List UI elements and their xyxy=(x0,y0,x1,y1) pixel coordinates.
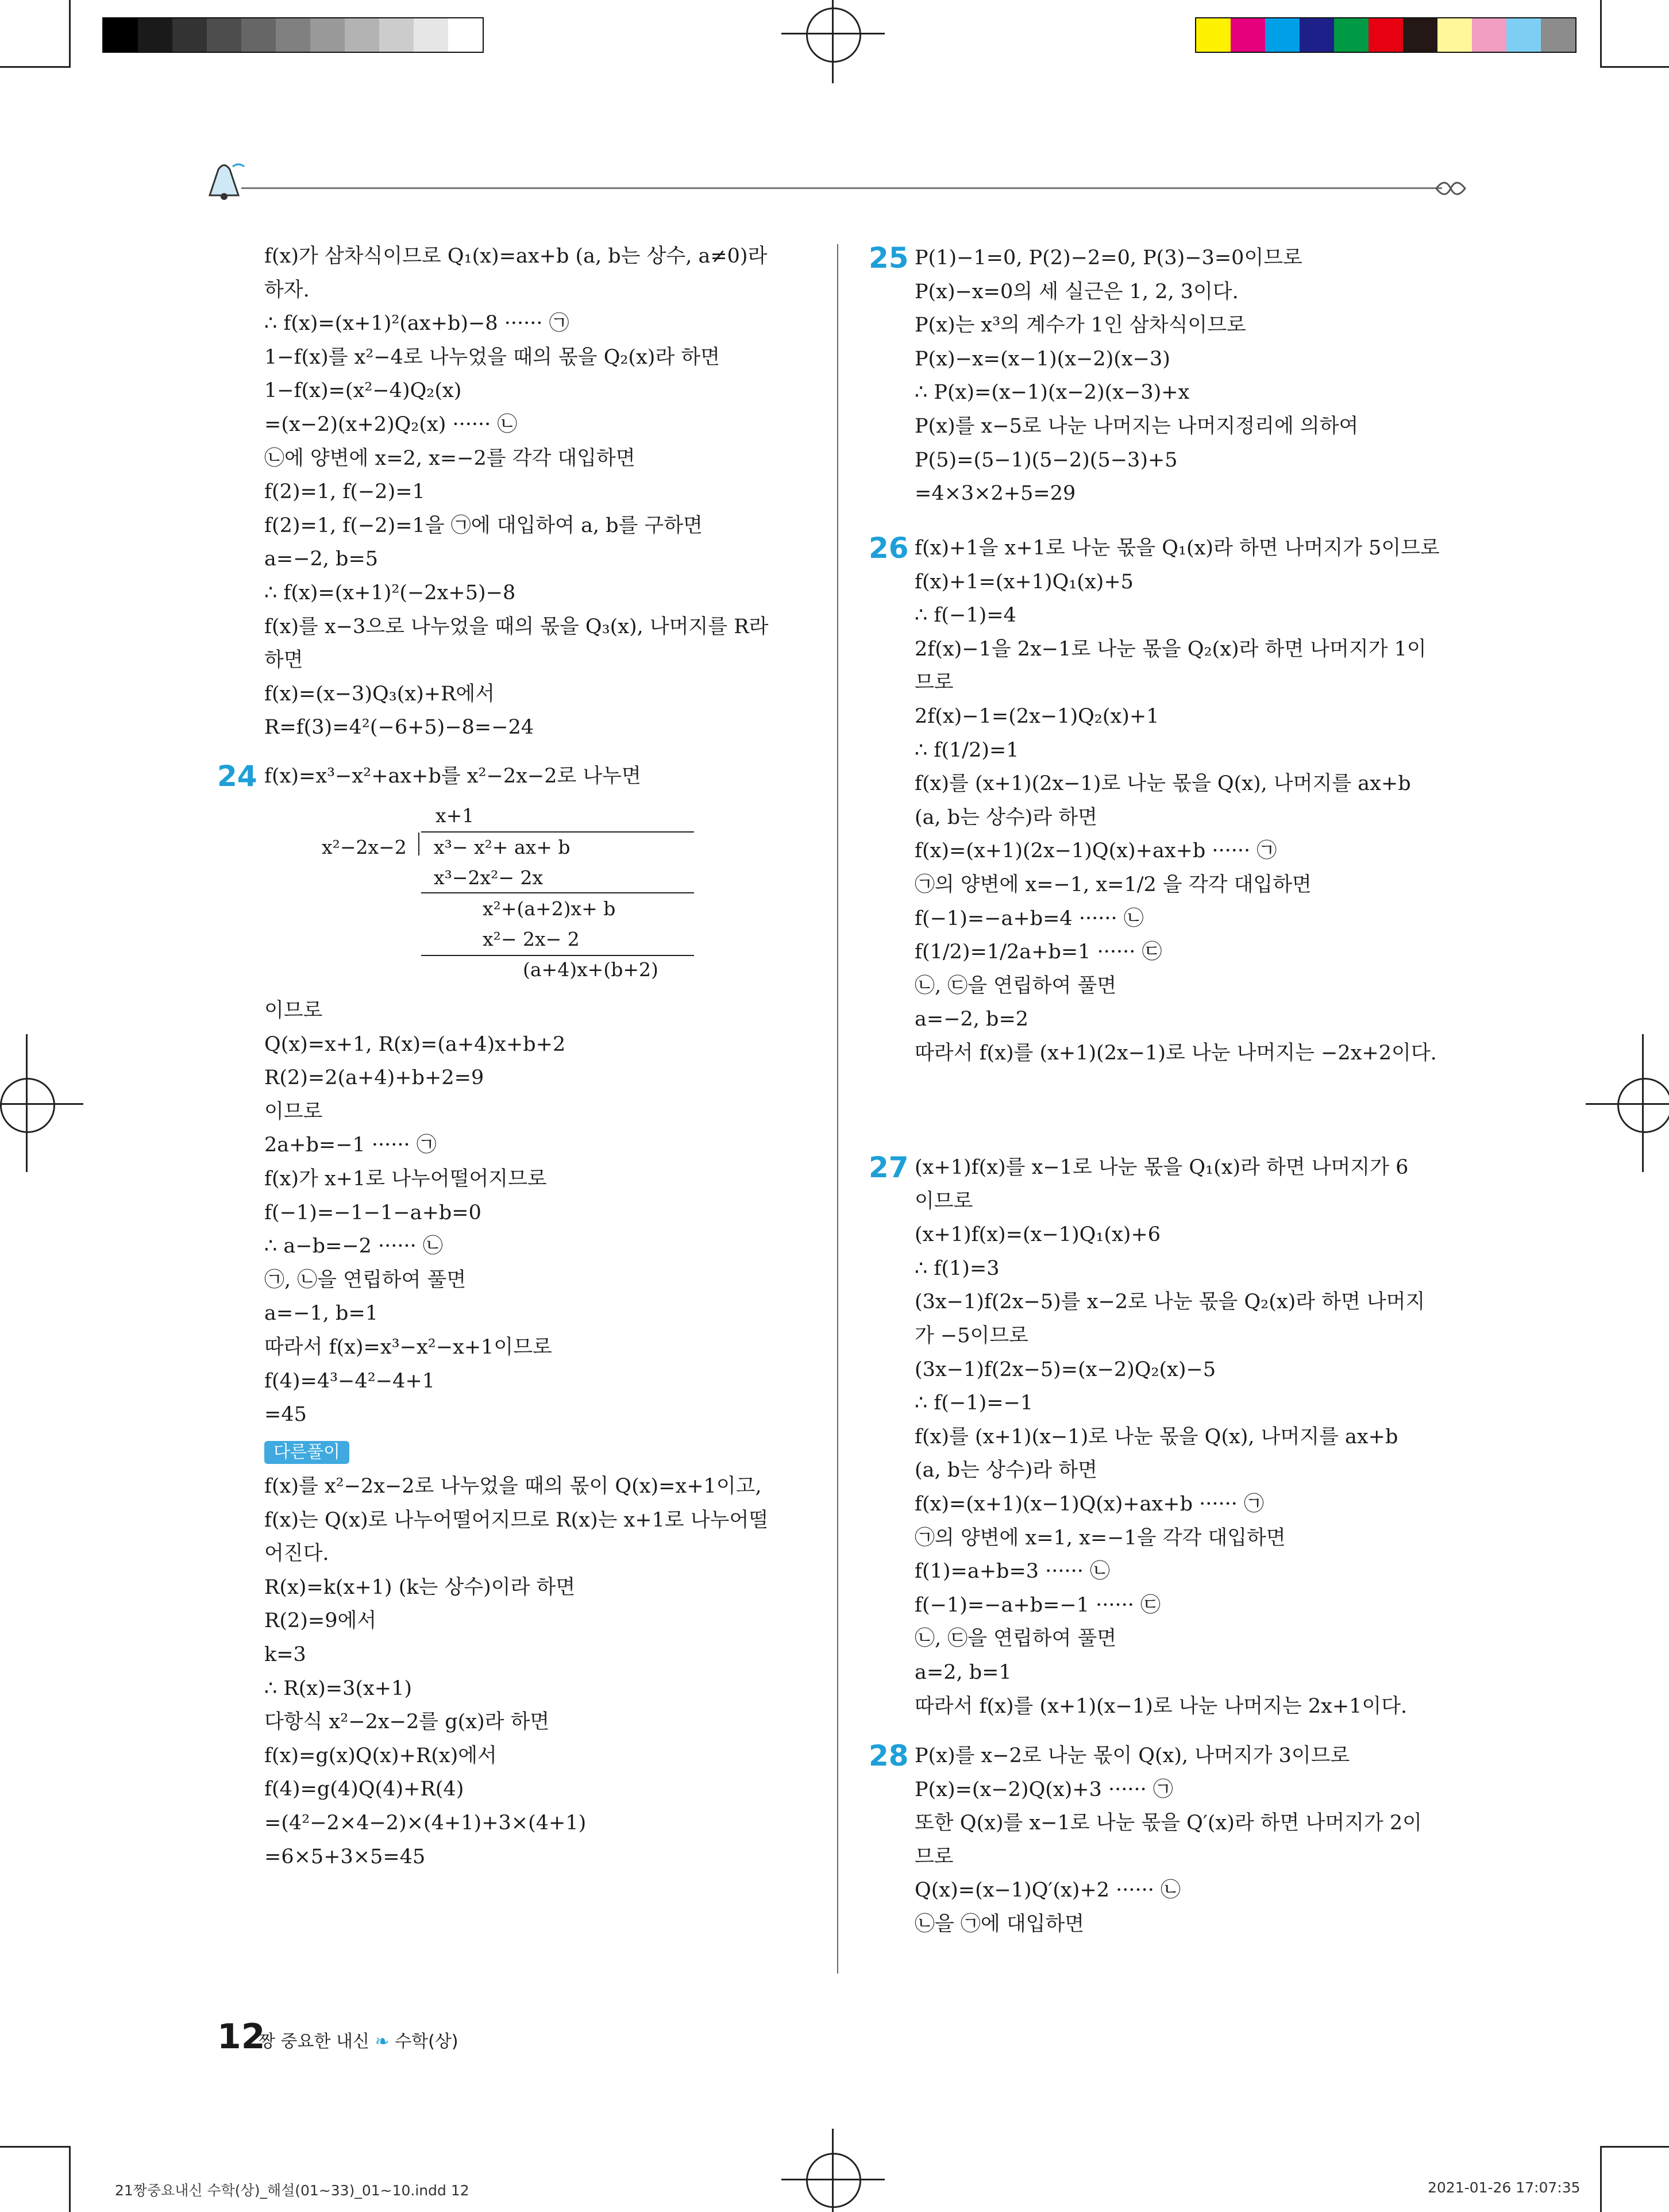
solution-line: =(4²−2×4−2)×(4+1)+3×(4+1) xyxy=(264,1811,587,1835)
q23-continuation xyxy=(264,240,810,745)
crop-mark xyxy=(26,1034,28,1172)
calibration-swatch xyxy=(310,18,345,52)
solution-line: ㉡, ㉢을 연립하여 풀면 xyxy=(915,974,1117,997)
q24-intro xyxy=(264,760,810,793)
calibration-swatch xyxy=(1369,18,1403,52)
solution-line: f(2)=1, f(−2)=1을 ㉠에 대입하여 a, b를 구하면 xyxy=(264,514,703,537)
solution-line: a=−2, b=5 xyxy=(264,548,379,571)
solution-line: 따라서 f(x)를 (x+1)(x−1)로 나눈 나머지는 2x+1이다. xyxy=(915,1694,1408,1718)
division-divisor: x²−2x−2 xyxy=(322,836,407,858)
ribbon-bow-icon xyxy=(1433,176,1468,202)
crop-mark xyxy=(1586,1103,1669,1105)
solution-line: 따라서 f(x)=x³−x²−x+1이므로 xyxy=(264,1335,552,1359)
solution-line: ∴ f(1)=3 xyxy=(915,1257,1000,1280)
solution-line: a=2, b=1 xyxy=(915,1660,1012,1684)
solution-line: (3x−1)f(2x−5)를 x−2로 나눈 몫을 Q₂(x)라 하면 나머지 xyxy=(915,1290,1425,1314)
q24-intro-line: f(x)=x³−x²+ax+b를 x²−2x−2로 나누면 xyxy=(264,765,641,788)
crop-mark xyxy=(832,0,834,83)
calibration-swatch xyxy=(172,18,207,52)
calibration-swatch xyxy=(276,18,310,52)
calibration-swatch xyxy=(1334,18,1369,52)
crop-mark xyxy=(0,66,69,68)
solution-line: (x+1)f(x)를 x−1로 나눈 몫을 Q₁(x)라 하면 나머지가 6 xyxy=(915,1156,1409,1179)
solution-line: P(x)를 x−2로 나눈 몫이 Q(x), 나머지가 3이므로 xyxy=(915,1744,1350,1767)
crop-mark xyxy=(1600,0,1602,68)
solution-line: ∴ a−b=−2 ······ ㉡ xyxy=(264,1235,443,1258)
solution-line: f(x)가 삼차식이므로 Q₁(x)=ax+b (a, b는 상수, a≠0)라 xyxy=(264,245,768,268)
crop-mark xyxy=(781,33,885,34)
solution-line: f(x)=g(x)Q(x)+R(x)에서 xyxy=(264,1744,497,1767)
crop-mark xyxy=(69,2146,71,2212)
solution-line: ∴ P(x)=(x−1)(x−2)(x−3)+x xyxy=(915,381,1190,404)
solution-line: ∴ f(x)=(x+1)²(ax+b)−8 ······ ㉠ xyxy=(264,312,569,336)
solution-line: 2f(x)−1=(2x−1)Q₂(x)+1 xyxy=(915,704,1159,728)
solution-line: f(x)=(x+1)(2x−1)Q(x)+ax+b ······ ㉠ xyxy=(915,839,1277,863)
solution-line: 1−f(x)=(x²−4)Q₂(x) xyxy=(264,379,462,403)
crop-mark xyxy=(1600,66,1669,68)
solution-line: P(x)=(x−2)Q(x)+3 ······ ㉠ xyxy=(915,1778,1173,1801)
crop-mark xyxy=(1600,2146,1669,2148)
bell-icon xyxy=(198,155,250,201)
q25-number: 25 xyxy=(869,241,909,275)
q24-solution xyxy=(264,994,810,1432)
solution-line: 이므로 xyxy=(264,999,323,1022)
q24-number: 24 xyxy=(217,760,257,793)
calibration-swatch xyxy=(1196,18,1231,52)
solution-line: k=3 xyxy=(264,1643,306,1666)
calibration-swatch xyxy=(448,18,483,52)
q27-number: 27 xyxy=(869,1151,909,1184)
solution-line: f(x)를 x−3으로 나누었을 때의 몫을 Q₃(x), 나머지를 R라 xyxy=(264,615,769,638)
crop-mark xyxy=(781,2179,885,2180)
solution-line: f(x)는 Q(x)로 나누어떨어지므로 R(x)는 x+1로 나누어떨 xyxy=(264,1508,769,1532)
solution-line: R(x)=k(x+1) (k는 상수)이라 하면 xyxy=(264,1575,576,1599)
crop-mark xyxy=(0,1103,83,1105)
solution-line: P(5)=(5−1)(5−2)(5−3)+5 xyxy=(915,448,1178,472)
solution-line: ㉠의 양변에 x=1, x=−1을 각각 대입하면 xyxy=(915,1526,1286,1550)
solution-line: R=f(3)=4²(−6+5)−8=−24 xyxy=(264,716,534,739)
solution-line: 하자. xyxy=(264,278,310,302)
registration-mark xyxy=(0,1078,55,1133)
solution-line: =(x−2)(x+2)Q₂(x) ······ ㉡ xyxy=(264,413,518,436)
solution-line: f(4)=g(4)Q(4)+R(4) xyxy=(264,1778,464,1801)
division-quotient: x+1 xyxy=(435,804,475,827)
calibration-swatch xyxy=(103,18,138,52)
solution-line: f(−1)=−a+b=−1 ······ ㉢ xyxy=(915,1593,1161,1617)
book-subject: 수학(상) xyxy=(395,2032,458,2052)
book-title xyxy=(259,2027,458,2052)
solution-line: f(−1)=−a+b=4 ······ ㉡ xyxy=(915,907,1144,930)
solution-line: Q(x)=(x−1)Q′(x)+2 ······ ㉡ xyxy=(915,1879,1181,1902)
division-rule xyxy=(421,892,694,893)
solution-line: f(−1)=−1−1−a+b=0 xyxy=(264,1201,481,1224)
solution-line: f(1)=a+b=3 ······ ㉡ xyxy=(915,1560,1111,1583)
crop-mark xyxy=(832,2129,834,2212)
solution-line: (a, b는 상수)라 하면 xyxy=(915,806,1097,829)
solution-line: 2f(x)−1을 2x−1로 나눈 몫을 Q₂(x)라 하면 나머지가 1이 xyxy=(915,637,1427,661)
calibration-swatch xyxy=(207,18,241,52)
q25-solution xyxy=(915,241,1460,511)
registration-mark xyxy=(806,7,861,63)
q24-alt-solution xyxy=(264,1470,810,1874)
q26-number: 26 xyxy=(869,531,909,565)
solution-line: ∴ f(−1)=−1 xyxy=(915,1392,1034,1415)
page-number: 12 xyxy=(217,2017,265,2057)
calibration-swatch xyxy=(345,18,379,52)
solution-line: =6×5+3×5=45 xyxy=(264,1845,426,1868)
color-calibration-bar xyxy=(1195,17,1577,53)
solution-line: 따라서 f(x)를 (x+1)(2x−1)로 나눈 나머지는 −2x+2이다. xyxy=(915,1041,1437,1065)
solution-line: 또한 Q(x)를 x−1로 나눈 몫을 Q′(x)라 하면 나머지가 2이 xyxy=(915,1812,1422,1835)
q28-number: 28 xyxy=(869,1739,909,1772)
division-rule xyxy=(421,955,694,956)
solution-line: Q(x)=x+1, R(x)=(a+4)x+b+2 xyxy=(264,1032,566,1056)
solution-line: P(1)−1=0, P(2)−2=0, P(3)−3=0이므로 xyxy=(915,246,1302,269)
calibration-swatch xyxy=(1437,18,1472,52)
solution-line: 1−f(x)를 x²−4로 나누었을 때의 몫을 Q₂(x)라 하면 xyxy=(264,345,720,369)
calibration-swatch xyxy=(1300,18,1334,52)
solution-line: f(x)=(x−3)Q₃(x)+R에서 xyxy=(264,682,495,706)
solution-line: P(x)−x=0의 세 실근은 1, 2, 3이다. xyxy=(915,280,1239,303)
calibration-swatch xyxy=(1506,18,1541,52)
solution-line: ㉠의 양변에 x=−1, x=1/2 을 각각 대입하면 xyxy=(915,873,1312,896)
solution-line: (a, b는 상수)라 하면 xyxy=(915,1459,1097,1482)
solution-line: ∴ f(x)=(x+1)²(−2x+5)−8 xyxy=(264,581,516,604)
solution-line: f(x)가 x+1로 나누어떨어지므로 xyxy=(264,1167,547,1190)
solution-line: ㉠, ㉡을 연립하여 풀면 xyxy=(264,1268,467,1292)
header-rule xyxy=(241,187,1442,189)
solution-line: 므로 xyxy=(915,1845,954,1868)
calibration-swatch xyxy=(1265,18,1300,52)
solution-line: R(2)=2(a+4)+b+2=9 xyxy=(264,1066,484,1090)
calibration-swatch xyxy=(1403,18,1437,52)
solution-line: f(1/2)=1/2a+b=1 ······ ㉢ xyxy=(915,941,1162,964)
division-bar xyxy=(421,831,694,833)
calibration-swatch xyxy=(1541,18,1575,52)
division-step: x³−2x²− 2x xyxy=(434,866,544,889)
solution-line: 이므로 xyxy=(264,1100,323,1123)
crop-mark xyxy=(0,2146,69,2148)
alt-solution-badge xyxy=(264,1441,349,1464)
crop-mark xyxy=(1642,1034,1644,1172)
solution-line: a=−1, b=1 xyxy=(264,1302,379,1325)
solution-line: (x+1)f(x)=(x−1)Q₁(x)+6 xyxy=(915,1223,1161,1247)
solution-line: f(x)+1=(x+1)Q₁(x)+5 xyxy=(915,570,1134,594)
division-remainder: (a+4)x+(b+2) xyxy=(523,958,658,981)
solution-line: 2a+b=−1 ······ ㉠ xyxy=(264,1134,437,1157)
solution-line: ∴ R(x)=3(x+1) xyxy=(264,1677,413,1700)
calibration-swatch xyxy=(1231,18,1265,52)
solution-line: ∴ f(−1)=4 xyxy=(915,604,1016,627)
solution-line: f(x)=(x+1)(x−1)Q(x)+ax+b ······ ㉠ xyxy=(915,1492,1265,1516)
solution-line: 다항식 x²−2x−2를 g(x)라 하면 xyxy=(264,1710,550,1734)
solution-line: P(x)를 x−5로 나눈 나머지는 나머지정리에 의하여 xyxy=(915,414,1359,438)
leaf-icon: ❧ xyxy=(375,2032,390,2052)
crop-mark xyxy=(1600,2146,1602,2212)
column-divider xyxy=(837,244,838,1974)
solution-line: R(2)=9에서 xyxy=(264,1609,377,1633)
q27-solution xyxy=(915,1151,1460,1723)
solution-line: a=−2, b=2 xyxy=(915,1008,1029,1031)
solution-line: P(x)−x=(x−1)(x−2)(x−3) xyxy=(915,347,1170,371)
calibration-swatch xyxy=(414,18,448,52)
solution-line: f(x)+1을 x+1로 나눈 몫을 Q₁(x)라 하면 나머지가 5이므로 xyxy=(915,537,1440,560)
solution-line: =4×3×2+5=29 xyxy=(915,482,1076,506)
division-dividend: x³− x²+ ax+ b xyxy=(434,836,571,858)
division-step: x²− 2x− 2 xyxy=(483,928,580,950)
solution-line: 가 −5이므로 xyxy=(915,1324,1028,1347)
solution-line: ㉡, ㉢을 연립하여 풀면 xyxy=(915,1627,1117,1651)
grayscale-calibration-bar xyxy=(102,17,484,53)
solution-line: f(2)=1, f(−2)=1 xyxy=(264,480,425,504)
alt-solution-label: 다른풀이 xyxy=(264,1441,349,1464)
solution-line: f(4)=4³−4²−4+1 xyxy=(264,1369,435,1393)
registration-mark xyxy=(806,2153,861,2208)
calibration-swatch xyxy=(379,18,414,52)
print-timestamp: 2021-01-26 17:07:35 xyxy=(1428,2179,1581,2196)
division-bracket xyxy=(418,833,419,855)
solution-line: ∴ f(1/2)=1 xyxy=(915,738,1019,762)
q26-solution xyxy=(915,531,1460,1070)
crop-mark xyxy=(69,0,71,68)
solution-line: 하면 xyxy=(264,649,303,672)
solution-line: f(x)를 (x+1)(2x−1)로 나눈 몫을 Q(x), 나머지를 ax+b xyxy=(915,772,1411,796)
solution-line: ㉡에 양변에 x=2, x=−2를 각각 대입하면 xyxy=(264,446,635,470)
solution-line: =45 xyxy=(264,1403,307,1427)
calibration-swatch xyxy=(241,18,276,52)
calibration-swatch xyxy=(1472,18,1506,52)
solution-line: f(x)를 x²−2x−2로 나누었을 때의 몫이 Q(x)=x+1이고, xyxy=(264,1475,762,1498)
division-remainder: x²+(a+2)x+ b xyxy=(483,897,616,920)
calibration-swatch xyxy=(138,18,172,52)
solution-line: 이므로 xyxy=(915,1189,973,1213)
solution-line: 므로 xyxy=(915,671,954,695)
solution-line: ㉡을 ㉠에 대입하면 xyxy=(915,1912,1085,1936)
solution-line: f(x)를 (x+1)(x−1)로 나눈 몫을 Q(x), 나머지를 ax+b xyxy=(915,1425,1398,1448)
solution-line: 어진다. xyxy=(264,1542,329,1566)
solution-line: P(x)는 x³의 계수가 1인 삼차식이므로 xyxy=(915,314,1246,337)
q28-solution xyxy=(915,1739,1460,1941)
file-slug: 21짱중요내신 수학(상)_해설(01~33)_01~10.indd 12 xyxy=(115,2182,469,2199)
solution-line: (3x−1)f(2x−5)=(x−2)Q₂(x)−5 xyxy=(915,1358,1216,1381)
book-title-text: 짱 중요한 내신 xyxy=(259,2032,369,2052)
